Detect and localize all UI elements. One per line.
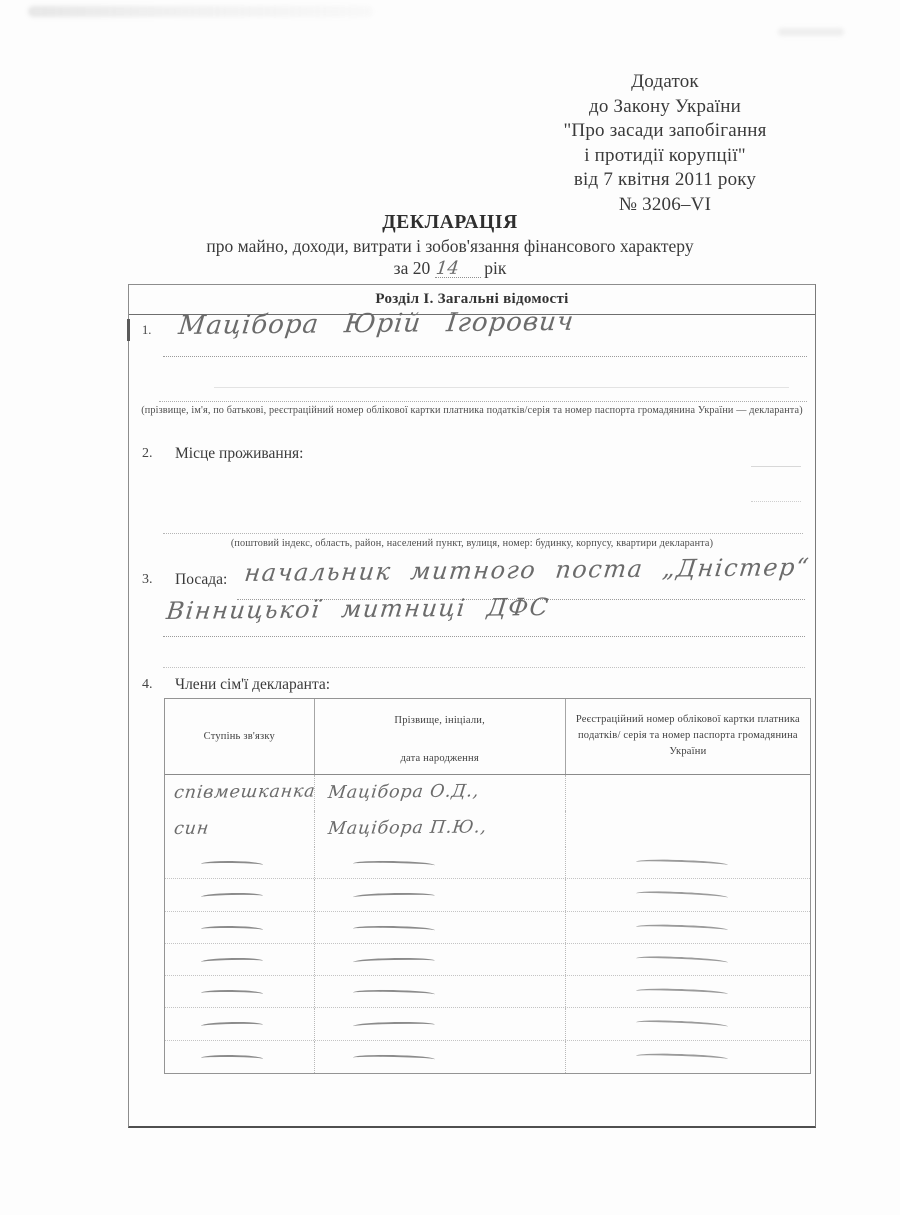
year-handwritten-value: 14	[434, 257, 461, 279]
item3-write-line3	[163, 667, 805, 668]
item2-short-line-2	[751, 501, 801, 502]
table-cell	[165, 944, 315, 975]
table-row	[165, 879, 810, 911]
header-name-line2: дата народження	[400, 752, 479, 764]
table-cell	[165, 912, 315, 943]
table-cell	[566, 847, 810, 878]
item3-handwritten-line1: начальник митного поста „Дністер“	[243, 553, 812, 587]
table-cell	[566, 912, 810, 943]
dash-mark	[636, 988, 728, 998]
table-cell	[566, 775, 810, 811]
dash-mark	[201, 1054, 263, 1062]
table-cell	[315, 847, 566, 878]
item1-caption-rule	[159, 401, 807, 402]
section-box	[128, 284, 816, 1128]
scan-smudge-top	[28, 6, 373, 17]
dash-mark	[201, 990, 263, 998]
header-id-number	[566, 699, 810, 774]
dash-mark	[201, 893, 263, 901]
dash-mark	[636, 955, 728, 966]
dash-mark	[201, 1022, 263, 1030]
header-name-line1: Прізвище, ініціали,	[394, 715, 485, 726]
table-row	[165, 944, 810, 976]
item4-label: Члени сім'ї декларанта:	[175, 676, 331, 693]
header-relation-label: Ступінь зв'язку	[203, 730, 275, 742]
dash-mark	[201, 925, 263, 933]
table-cell	[566, 976, 810, 1007]
table-cell	[315, 976, 566, 1007]
table-cell	[566, 879, 810, 910]
table-cell	[165, 811, 315, 847]
header-name	[315, 699, 566, 774]
scan-tick-artifact	[127, 319, 130, 341]
item2-label: Місце проживання:	[175, 445, 304, 462]
item1-write-line	[163, 356, 807, 357]
family-table-header	[165, 699, 810, 775]
item3-write-line2	[163, 636, 805, 637]
table-cell	[315, 1041, 566, 1073]
table-cell	[566, 944, 810, 975]
appendix-line: від 7 квітня 2011 року	[573, 169, 757, 190]
dash-mark	[352, 989, 434, 998]
table-cell	[165, 1008, 315, 1039]
item1-faint-line	[214, 387, 789, 388]
table-cell	[315, 1008, 566, 1039]
table-row	[165, 1008, 810, 1040]
table-cell	[315, 912, 566, 943]
appendix-line: Додаток	[631, 71, 699, 92]
table-cell	[165, 775, 315, 811]
dash-mark	[352, 893, 434, 901]
dash-mark	[352, 860, 434, 869]
handwritten-cell-value: син	[173, 818, 211, 839]
item4-number: 4.	[142, 677, 153, 692]
table-row	[165, 811, 810, 847]
table-cell	[566, 1041, 810, 1073]
handwritten-cell-value: Мацібора О.Д.,	[327, 781, 481, 803]
dash-mark	[636, 1052, 728, 1062]
year-suffix: рік	[484, 258, 507, 278]
table-row	[165, 1041, 810, 1073]
item3-number: 3.	[142, 572, 153, 587]
item2-short-line-1	[751, 466, 801, 467]
table-row	[165, 912, 810, 944]
section-title: Розділ І. Загальні відомості	[129, 285, 815, 315]
year-line	[0, 258, 900, 279]
appendix-line: до Закону України	[588, 95, 741, 117]
table-row	[165, 976, 810, 1008]
table-cell	[566, 1008, 810, 1039]
item2-caption-rule	[163, 533, 803, 534]
table-cell	[165, 976, 315, 1007]
appendix-line: № 3206–VI	[618, 193, 712, 215]
table-cell	[315, 944, 566, 975]
header-relation	[165, 699, 315, 774]
item3-label: Посада:	[175, 571, 228, 588]
year-prefix: за 20	[393, 258, 431, 278]
dash-mark	[352, 1022, 434, 1030]
table-cell	[165, 879, 315, 910]
dash-mark	[636, 1019, 728, 1030]
item1-caption: (прізвище, ім'я, по батькові, реєстраційний номер облікової картки платника податків/серія та номер паспорта громадянина України — декларанта)	[141, 405, 803, 416]
table-cell	[315, 879, 566, 910]
item3-handwritten-line2: Вінницької митниці ДФС	[165, 592, 552, 625]
document-title: ДЕКЛАРАЦІЯ	[382, 212, 518, 233]
handwritten-cell-value: Мацібора П.Ю.,	[326, 817, 488, 839]
item1-number: 1.	[142, 323, 152, 337]
item2-caption: (поштовий індекс, область, район, населений пункт, вулиця, номер: будинку, корпусу, квартири декларанта)	[230, 538, 714, 549]
item1-handwritten-name: Мацібора Юрій Ігорович	[177, 306, 576, 341]
document-subtitle: про майно, доходи, витрати і зобов'язання фінансового характеру	[206, 236, 694, 256]
family-table-body	[165, 775, 810, 1073]
family-members-table	[164, 698, 811, 1074]
table-cell	[165, 847, 315, 878]
appendix-line: і протидії корупції"	[584, 144, 746, 166]
appendix-line: "Про засади запобігання	[563, 120, 767, 141]
year-handwritten-slot	[434, 257, 481, 279]
dash-mark	[352, 1054, 434, 1063]
table-cell	[315, 775, 566, 811]
table-row	[165, 847, 810, 879]
header-id-number-label: Реєстраційний номер облікової картки платника податків/ серія та номер паспорта громадянина України	[575, 714, 800, 758]
handwritten-cell-value: співмешканка	[173, 781, 317, 803]
dash-mark	[352, 925, 434, 934]
dash-mark	[201, 957, 263, 965]
table-cell	[165, 1041, 315, 1073]
table-cell	[566, 811, 810, 847]
dash-mark	[636, 890, 728, 901]
appendix-block	[500, 70, 830, 217]
table-cell	[315, 811, 566, 847]
scan-smudge-right	[778, 28, 844, 36]
dash-mark	[636, 858, 728, 868]
dash-mark	[352, 957, 434, 965]
item2-number: 2.	[142, 446, 153, 461]
dash-mark	[201, 860, 263, 868]
dash-mark	[636, 923, 728, 933]
table-row	[165, 775, 810, 811]
